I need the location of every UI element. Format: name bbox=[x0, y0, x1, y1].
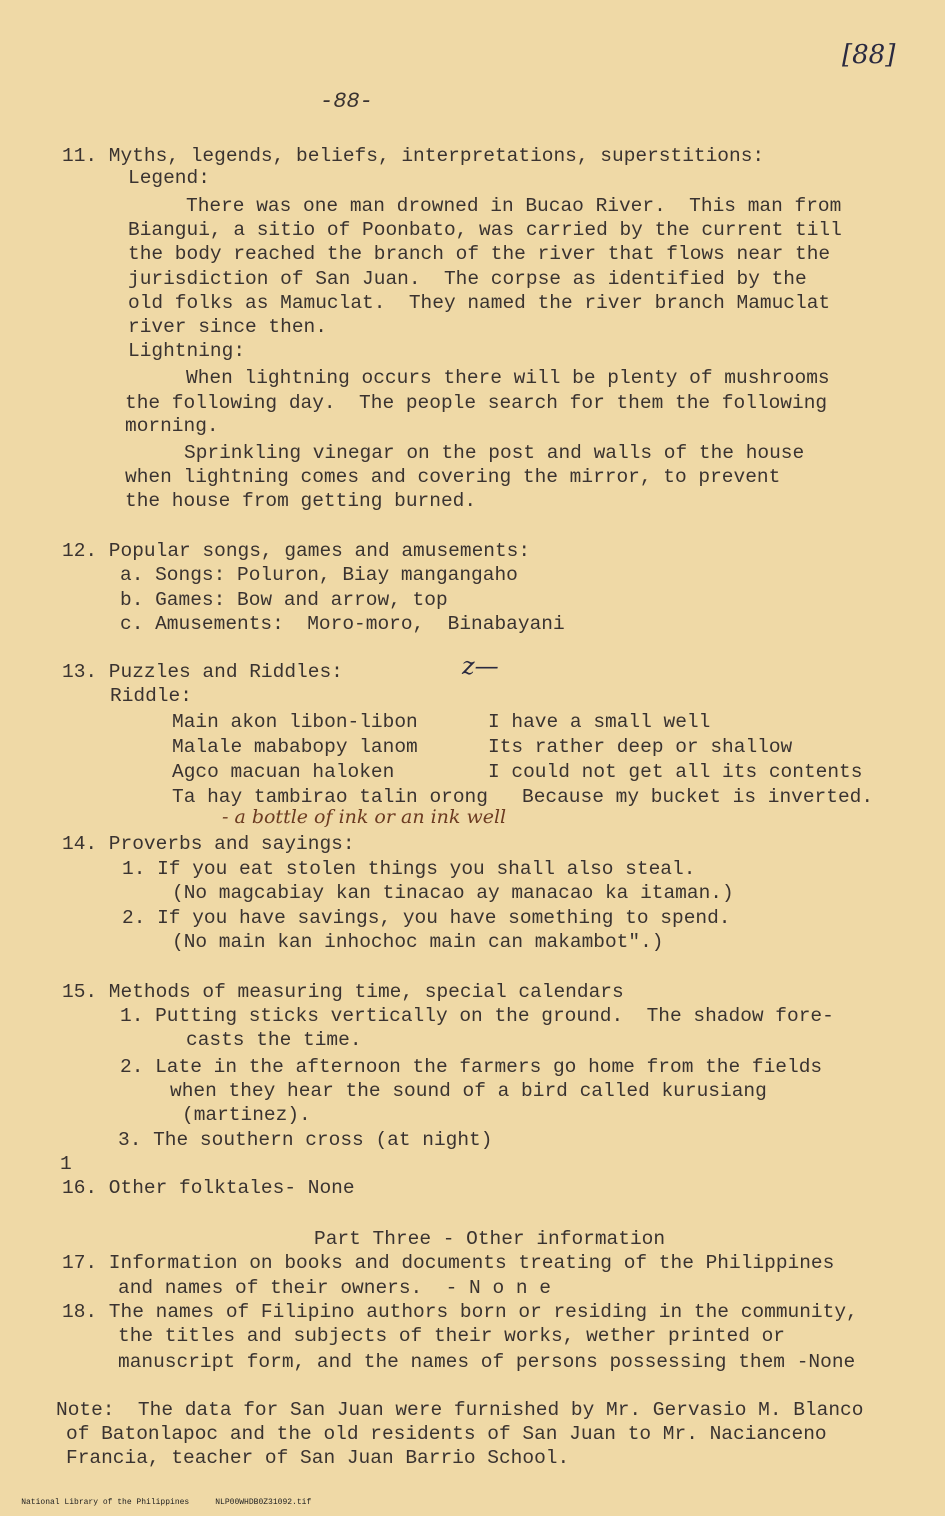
lightning-line: morning. bbox=[125, 415, 219, 437]
time-method-line: 3. The southern cross (at night) bbox=[118, 1129, 493, 1151]
list-item: b. Games: Bow and arrow, top bbox=[120, 589, 448, 611]
legend-line: There was one man drowned in Bucao River. This man from bbox=[186, 195, 842, 217]
legend-label: Legend: bbox=[128, 167, 210, 189]
page-reference-mark: [88] bbox=[842, 40, 896, 70]
section-13-heading: 13. Puzzles and Riddles: bbox=[62, 661, 343, 683]
time-method-line: when they hear the sound of a bird called kurusiang bbox=[170, 1080, 767, 1102]
section-15-heading: 15. Methods of measuring time, special calendars bbox=[62, 981, 624, 1003]
lightning-label: Lightning: bbox=[128, 340, 246, 362]
pencil-mark: z— bbox=[462, 652, 499, 680]
riddle-original-line: Ta hay tambirao talin orong bbox=[172, 786, 488, 808]
riddle-original-line: Main akon libon-libon bbox=[172, 711, 418, 733]
part-three-title: Part Three - Other information bbox=[314, 1228, 666, 1250]
lightning-line: the following day. The people search for them the following bbox=[125, 392, 828, 414]
margin-number: 1 bbox=[60, 1153, 72, 1175]
page-number: -88- bbox=[320, 89, 373, 114]
section-18-line: 18. The names of Filipino authors born or residing in the community, bbox=[62, 1301, 858, 1323]
legend-line: river since then. bbox=[128, 316, 327, 338]
list-item: c. Amusements: Moro-moro, Binabayani bbox=[120, 613, 565, 635]
lightning-line: When lightning occurs there will be plenty of mushrooms bbox=[186, 367, 830, 389]
note-line: Francia, teacher of San Juan Barrio School. bbox=[66, 1447, 570, 1469]
riddle-label: Riddle: bbox=[110, 685, 192, 707]
note-line: Note: The data for San Juan were furnished by Mr. Gervasio M. Blanco bbox=[56, 1399, 864, 1421]
time-method-line: casts the time. bbox=[186, 1029, 362, 1051]
section-17-line: and names of their owners. - N o n e bbox=[118, 1277, 551, 1299]
section-18-line: manuscript form, and the names of persons possessing them -None bbox=[118, 1351, 856, 1373]
section-14-heading: 14. Proverbs and sayings: bbox=[62, 833, 355, 855]
time-method-line: 1. Putting sticks vertically on the ground. The shadow fore- bbox=[120, 1005, 834, 1027]
proverb-line: (No magcabiay kan tinacao ay manacao ka itaman.) bbox=[172, 882, 734, 904]
lightning-line: the house from getting burned. bbox=[125, 490, 477, 512]
riddle-translation-line: I have a small well bbox=[488, 711, 711, 733]
legend-line: old folks as Mamuclat. They named the river branch Mamuclat bbox=[128, 292, 831, 314]
proverb-line: 2. If you have savings, you have something to spend. bbox=[122, 907, 731, 929]
time-method-line: (martinez). bbox=[182, 1104, 311, 1126]
note-line: of Batonlapoc and the old residents of San Juan to Mr. Nacianceno bbox=[66, 1423, 827, 1445]
riddle-translation-line: I could not get all its contents bbox=[488, 761, 863, 783]
scan-footer bbox=[2, 1489, 337, 1516]
section-17-line: 17. Information on books and documents treating of the Philippines bbox=[62, 1252, 835, 1274]
handwritten-riddle-answer: - a bottle of ink or an ink well bbox=[222, 806, 507, 828]
section-16-heading: 16. Other folktales- None bbox=[62, 1177, 355, 1199]
proverb-line: 1. If you eat stolen things you shall also steal. bbox=[122, 858, 696, 880]
list-item: a. Songs: Poluron, Biay mangangaho bbox=[120, 564, 518, 586]
section-18-line: the titles and subjects of their works, wether printed or bbox=[118, 1325, 786, 1347]
section-11-heading: 11. Myths, legends, beliefs, interpretations, superstitions: bbox=[62, 145, 765, 167]
lightning-line: when lightning comes and covering the mirror, to prevent bbox=[125, 466, 781, 488]
lightning-line: Sprinkling vinegar on the post and walls of the house bbox=[184, 442, 805, 464]
legend-line: the body reached the branch of the river that flows near the bbox=[128, 243, 831, 265]
riddle-translation-line: Because my bucket is inverted. bbox=[522, 786, 874, 808]
riddle-original-line: Agco macuan haloken bbox=[172, 761, 395, 783]
legend-line: jurisdiction of San Juan. The corpse as identified by the bbox=[128, 268, 807, 290]
section-12-heading: 12. Popular songs, games and amusements: bbox=[62, 540, 531, 562]
library-name: National Library of the Philippines bbox=[21, 1498, 190, 1507]
riddle-original-line: Malale mababopy lanom bbox=[172, 736, 418, 758]
proverb-line: (No main kan inhochoc main can makambot".) bbox=[172, 931, 664, 953]
legend-line: Biangui, a sitio of Poonbato, was carried by the current till bbox=[128, 219, 842, 241]
file-id: NLP00WHDB0Z31092.tif bbox=[215, 1498, 312, 1507]
riddle-translation-line: Its rather deep or shallow bbox=[488, 736, 793, 758]
time-method-line: 2. Late in the afternoon the farmers go home from the fields bbox=[120, 1056, 823, 1078]
